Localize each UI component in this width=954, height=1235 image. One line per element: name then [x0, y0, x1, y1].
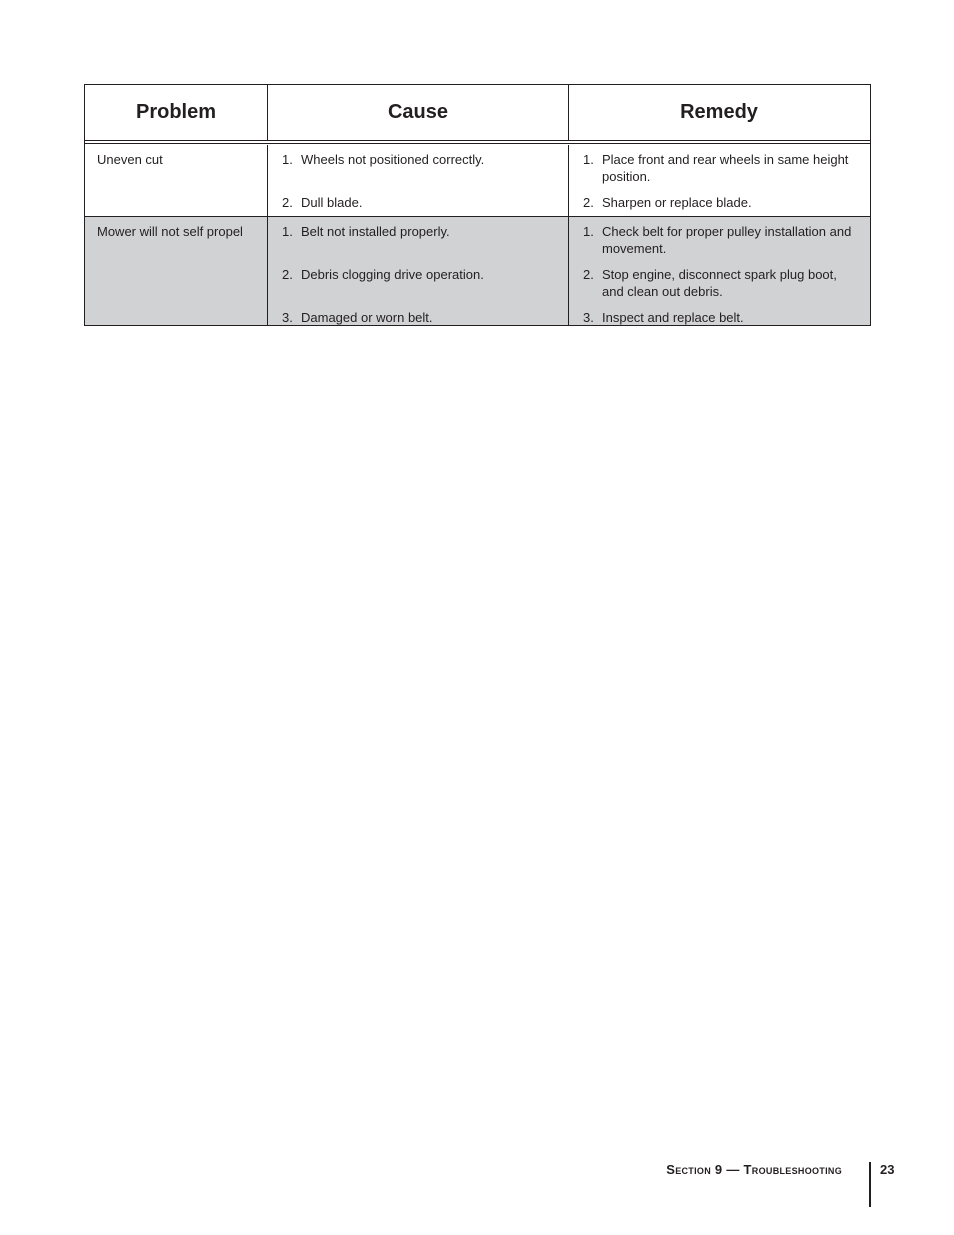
remedy-cell [568, 145, 869, 216]
header-problem: Problem [135, 101, 217, 123]
header-remedy: Remedy [568, 85, 869, 140]
troubleshooting-table [84, 84, 871, 326]
cause-item [282, 223, 558, 240]
cause-text: Damaged or worn belt. [301, 310, 433, 325]
table-row [85, 145, 870, 216]
cause-cell [267, 217, 568, 325]
table-row [85, 216, 870, 325]
cause-item [282, 309, 558, 326]
remedy-text: Place front and rear wheels in same height position. [602, 152, 849, 184]
remedy-text: Stop engine, disconnect spark plug boot, and clean out debris. [602, 267, 837, 299]
remedy-item [583, 309, 859, 326]
footer-section-title: Section 9 — Troubleshooting [666, 1162, 842, 1177]
remedy-number: 3. [583, 310, 594, 325]
cause-text: Debris clogging drive operation. [301, 267, 484, 282]
remedy-number: 1. [583, 152, 594, 167]
cause-text: Wheels not positioned correctly. [301, 152, 485, 167]
remedy-text: Inspect and replace belt. [602, 310, 744, 325]
cause-number: 1. [282, 152, 293, 167]
header-cause: Cause [267, 85, 568, 140]
problem-text: Mower will not self propel [97, 224, 243, 239]
remedy-item [583, 194, 859, 211]
remedy-item [583, 223, 859, 257]
remedy-text: Sharpen or replace blade. [602, 195, 752, 210]
cause-number: 1. [282, 224, 293, 239]
footer-divider [869, 1162, 871, 1207]
cause-item [282, 266, 558, 283]
remedy-item [583, 151, 859, 185]
remedy-number: 2. [583, 195, 594, 210]
cause-cell [267, 145, 568, 216]
problem-text: Uneven cut [97, 152, 163, 167]
cause-text: Dull blade. [301, 195, 363, 210]
remedy-number: 1. [583, 224, 594, 239]
remedy-cell [568, 217, 869, 325]
cause-number: 2. [282, 267, 293, 282]
remedy-number: 2. [583, 267, 594, 282]
cause-item [282, 194, 558, 211]
cause-text: Belt not installed properly. [301, 224, 450, 239]
remedy-text: Check belt for proper pulley installation and movement. [602, 224, 852, 256]
page-number: 23 [880, 1162, 895, 1177]
cause-number: 2. [282, 195, 293, 210]
cause-number: 3. [282, 310, 293, 325]
remedy-item [583, 266, 859, 300]
cause-item [282, 151, 558, 168]
table-header-row [85, 85, 870, 141]
problem-cell [85, 217, 267, 325]
problem-cell [85, 145, 267, 216]
